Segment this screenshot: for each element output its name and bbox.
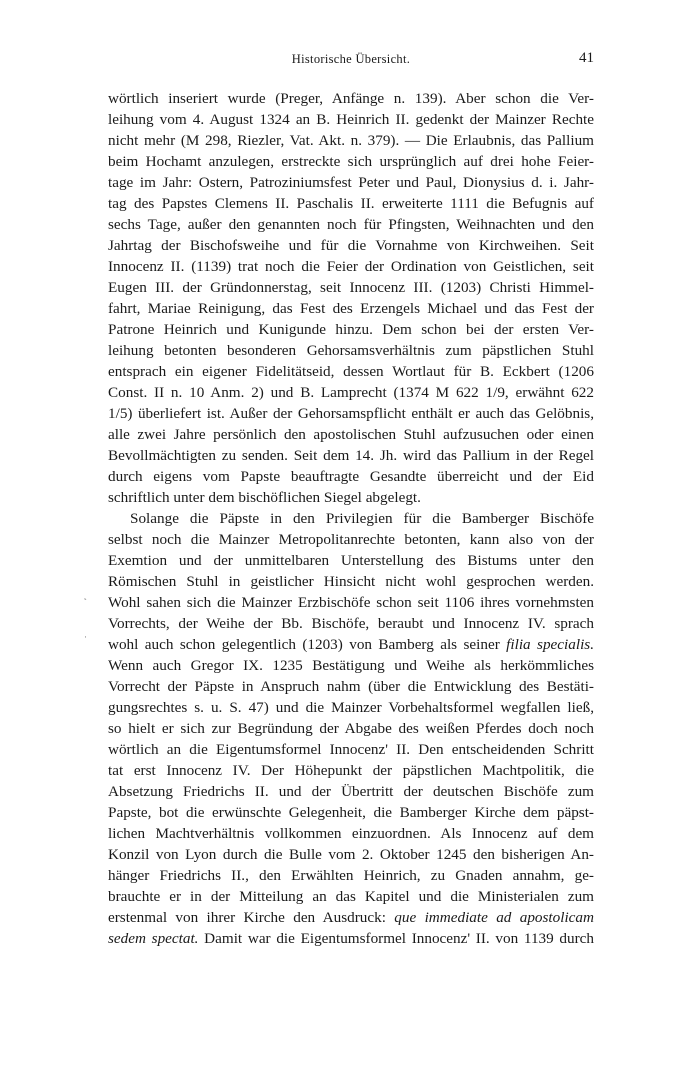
text-line: lichen Machtverhältnis vollkommen einzuordnen. Als Innocenz auf dem	[108, 825, 594, 842]
text-line: Eugen III. der Gründonnerstag, seit Innocenz III. (1203) Christi Himmel-	[108, 279, 594, 296]
text-line: fahrt, Mariae Reinigung, das Fest des Erzengels Michael und das Fest der	[108, 300, 594, 317]
paragraph-last-line: schriftlich unter dem bischöflichen Siegel abgelegt.	[108, 489, 421, 506]
text-line: selbst noch die Mainzer Metropolitanrechte betonten, kann also von der	[108, 531, 594, 548]
text-line: Konzil von Lyon durch die Bulle vom 2. Oktober 1245 den bisherigen An-	[108, 846, 594, 863]
text-line: Wenn auch Gregor IX. 1235 Bestätigung und Weihe als herkömmliches	[108, 657, 594, 674]
text-fragment: erstenmal von ihrer Kirche den Ausdruck:	[108, 909, 395, 926]
text-line: wörtlich an die Eigentumsformel Innocenz' II. Den entscheidenden Schritt	[108, 741, 594, 758]
text-line: leihung vom 4. August 1324 an B. Heinrich II. gedenkt der Mainzer Rechte	[108, 111, 594, 128]
text-line: wörtlich inseriert wurde (Preger, Anfänge n. 139). Aber schon die Ver-	[108, 90, 594, 107]
text-line: Vorrechts, der Weihe der Bb. Bischöfe, beraubt und Innocenz IV. sprach	[108, 615, 594, 632]
text-line: hänger Friedrichs II., den Erwählten Heinrich, zu Gnaden annahm, ge-	[108, 867, 594, 884]
italic-phrase: que immediate ad apostolicam	[394, 909, 594, 926]
text-line: Wohl sahen sich die Mainzer Erzbischöfe schon seit 1106 ihres vornehmsten	[108, 594, 594, 611]
text-line: leihung betonten besonderen Gehorsamsverhältnis zum päpstlichen Stuhl	[108, 342, 594, 359]
text-line: Exemtion und der unmittelbaren Unterstellung des Bistums unter den	[108, 552, 594, 569]
text-line: Patrone Heinrich und Kunigunde hinzu. Dem schon bei der ersten Ver-	[108, 321, 594, 338]
text-line: Innocenz II. (1139) trat noch die Feier der Ordination von Geistlichen, seit	[108, 258, 594, 275]
text-line: gungsrechtes s. u. S. 47) und die Mainzer Vorbehaltsformel wegfallen ließ,	[108, 699, 594, 716]
text-line-with-italic	[108, 928, 594, 949]
body-text	[108, 88, 594, 949]
text-line: Absetzung Friedrichs II. und der Übertritt der deutschen Bischöfe zum	[108, 783, 594, 800]
text-line: nicht mehr (M 298, Riezler, Vat. Akt. n. 379). — Die Erlaubnis, das Pallium	[108, 132, 594, 149]
text-line: Bevollmächtigten zu senden. Seit dem 14. Jh. wird das Pallium in der Regel	[108, 447, 594, 464]
text-line: 1/5) überliefert ist. Außer der Gehorsamspflicht enthält er auch das Gelöbnis,	[108, 405, 594, 422]
text-line: Papste, bot die erwünschte Gelegenheit, die Bamberger Kirche dem päpst-	[108, 804, 594, 821]
text-line-with-italic	[108, 907, 594, 928]
paragraph-first-line: Solange die Päpste in den Privilegien für die Bamberger Bischöfe	[130, 510, 594, 527]
text-line: brauchte er in der Mitteilung an das Kapitel und die Ministerialen zum	[108, 888, 594, 905]
text-line: Vorrecht der Päpste in Anspruch nahm (über die Entwicklung des Bestäti-	[108, 678, 594, 695]
running-head: Historische Übersicht.	[291, 52, 411, 66]
page-number: 41	[579, 50, 594, 66]
text-line: Jahrtag der Bischofsweihe und für die Vornahme von Kirchweihen. Seit	[108, 237, 594, 254]
text-line: tag des Papstes Clemens II. Paschalis II. erweiterte 1111 die Befugnis auf	[108, 195, 594, 212]
margin-mark: ˛	[84, 590, 87, 600]
text-line: durch eigens vom Papste beauftragte Gesandte überreicht und der Eid	[108, 468, 594, 485]
text-line: so hielt er sich zur Begründung der Abgabe des weißen Pferdes doch noch	[108, 720, 594, 737]
text-line: beim Hochamt anzulegen, erstreckte sich ursprünglich auf drei hohe Feier-	[108, 153, 594, 170]
italic-phrase: sedem spectat.	[108, 930, 199, 947]
margin-mark: ·	[84, 632, 87, 642]
text-line-with-italic	[108, 634, 594, 655]
text-line: tage im Jahr: Ostern, Patroziniumsfest Peter und Paul, Dionysius d. i. Jahr-	[108, 174, 594, 191]
text-line: tat erst Innocenz IV. Der Höhepunkt der päpstlichen Machtpolitik, die	[108, 762, 594, 779]
text-line: Const. II n. 10 Anm. 2) und B. Lamprecht (1374 M 622 1/9, erwähnt 622	[108, 384, 594, 401]
text-line: Römischen Stuhl in geistlicher Hinsicht nicht wohl gesprochen werden.	[108, 573, 594, 590]
text-line: entsprach ein eigener Fidelitätseid, dessen Wortlaut für B. Eckbert (1206	[108, 363, 594, 380]
text-line: alle zwei Jahre persönlich den apostolischen Stuhl aufzusuchen oder einen	[108, 426, 594, 443]
text-fragment: Damit war die Eigentumsformel Innocenz' II. von 1139 durch	[198, 930, 595, 947]
page-header	[108, 52, 594, 72]
text-line: sechs Tage, außer den genannten noch für Pfingsten, Weihnachten und den	[108, 216, 594, 233]
italic-phrase: filia specialis.	[506, 636, 594, 653]
text-fragment: wohl auch schon gelegentlich (1203) von Bamberg als seiner	[108, 636, 507, 653]
